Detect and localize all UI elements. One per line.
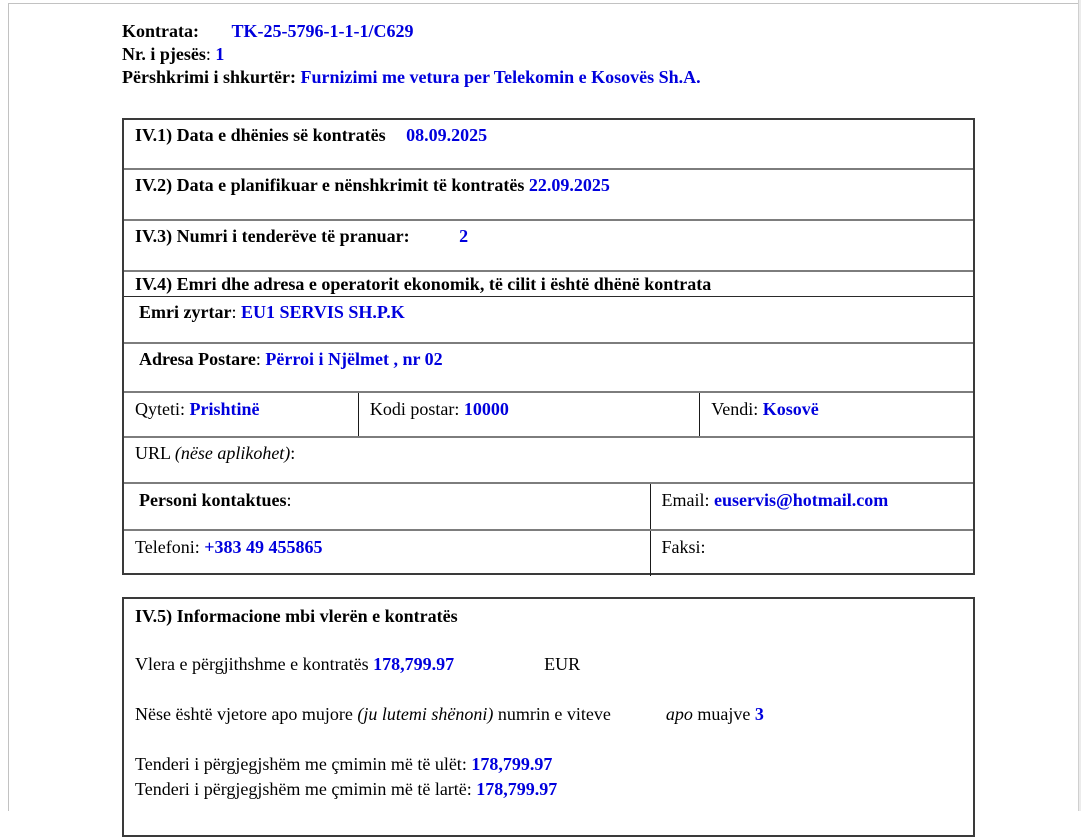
email-label: Email: (661, 490, 714, 510)
row-city-postcode-country (124, 391, 973, 436)
short-description-label: Përshkrimi i shkurtër: (122, 67, 296, 87)
country-value: Kosovë (762, 399, 819, 419)
contract-id-label: Kontrata: (122, 21, 199, 41)
phone-cell (124, 531, 650, 576)
iv5-header-label: IV.5) Informacione mbi vlerën e kontratës (135, 606, 458, 626)
section-iv5-table (122, 597, 975, 837)
colon: : (255, 349, 261, 369)
postal-address-value: Përroi i Njëlmet , nr 02 (265, 349, 443, 369)
phone-value: +383 49 455865 (204, 537, 323, 557)
email-value: euservis@hotmail.com (714, 490, 889, 510)
iv3-label: IV.3) Numri i tenderëve të pranuar: (135, 226, 410, 246)
fax-label: Faksi: (661, 537, 706, 557)
contact-person-label: Personi kontaktues (139, 490, 287, 510)
page-left-edge (8, 3, 9, 811)
row-iv2-signing-date (124, 168, 973, 219)
months-label: muajve (692, 704, 755, 724)
contact-person-cell (124, 484, 650, 529)
postcode-value: 10000 (463, 399, 509, 419)
contract-header (122, 20, 701, 89)
lowest-tender-value: 178,799.97 (471, 754, 553, 774)
country-cell (699, 393, 973, 436)
contract-id-line (122, 20, 701, 43)
iv2-signing-date-value: 22.09.2025 (528, 175, 610, 195)
row-contact-email (124, 482, 973, 529)
colon: : (231, 302, 237, 322)
highest-tender-line (124, 778, 973, 800)
row-iv3-tenders-received (124, 219, 973, 270)
official-name-value: EU1 SERVIS SH.P.K (240, 302, 405, 322)
highest-tender-value: 178,799.97 (476, 779, 558, 799)
lot-number-line (122, 43, 701, 66)
contract-id-value: TK-25-5796-1-1-1/C629 (231, 21, 414, 41)
city-cell (124, 393, 358, 436)
postcode-cell (358, 393, 699, 436)
country-label: Vendi: (711, 399, 759, 419)
lowest-tender-label: Tenderi i përgjegjshëm me çmimin më të ulët: (135, 754, 472, 774)
currency-label: EUR (544, 654, 581, 674)
lot-number-label: Nr. i pjesës (122, 44, 206, 64)
total-value-line (124, 653, 973, 675)
section-iv-table (122, 118, 975, 575)
city-value: Prishtinë (189, 399, 260, 419)
iv1-award-date-value: 08.09.2025 (406, 125, 488, 145)
annual-monthly-line (124, 703, 973, 725)
iv3-tenders-count-value: 2 (459, 226, 469, 246)
official-name-label: Emri zyrtar (139, 302, 232, 322)
short-description-value: Furnizimi me vetura per Telekomin e Kosovës Sh.A. (300, 67, 701, 87)
iv1-label: IV.1) Data e dhënies së kontratës (135, 125, 386, 145)
highest-tender-label: Tenderi i përgjegjshëm me çmimin më të lartë: (135, 779, 477, 799)
iv4-header-label: IV.4) Emri dhe adresa e operatorit ekonomik, të cilit i është dhënë kontrata (135, 274, 712, 294)
iv2-label: IV.2) Data e planifikuar e nënshkrimit të kontratës (135, 175, 525, 195)
iv5-header-line (124, 605, 973, 627)
row-url (124, 436, 973, 482)
colon: : (290, 443, 296, 463)
email-cell (650, 484, 974, 529)
url-note: (nëse aplikohet) (174, 443, 291, 463)
months-value: 3 (754, 704, 764, 724)
postcode-label: Kodi postar: (369, 399, 460, 419)
postal-address-label: Adresa Postare (139, 349, 256, 369)
fax-cell (650, 531, 974, 576)
short-description-line (122, 66, 701, 89)
city-label: Qyteti: (135, 399, 185, 419)
annual-monthly-note: (ju lutemi shënoni) (357, 704, 494, 724)
page-top-edge (8, 3, 1078, 4)
row-phone-fax (124, 529, 973, 576)
colon: : (205, 44, 211, 64)
total-value-amount: 178,799.97 (373, 654, 455, 674)
lot-number-value: 1 (215, 44, 225, 64)
row-official-name (124, 296, 973, 342)
apo-word: apo (665, 704, 693, 724)
phone-label: Telefoni: (135, 537, 205, 557)
colon: : (286, 490, 292, 510)
annual-monthly-mid: numrin e viteve (493, 704, 611, 724)
row-iv1-award-date (124, 120, 973, 168)
annual-monthly-pre: Nëse është vjetore apo mujore (135, 704, 358, 724)
url-label: URL (135, 443, 175, 463)
lowest-tender-line (124, 753, 973, 775)
total-value-label: Vlera e përgjithshme e kontratës (135, 654, 374, 674)
row-postal-address (124, 342, 973, 391)
row-iv4-header (124, 270, 973, 296)
